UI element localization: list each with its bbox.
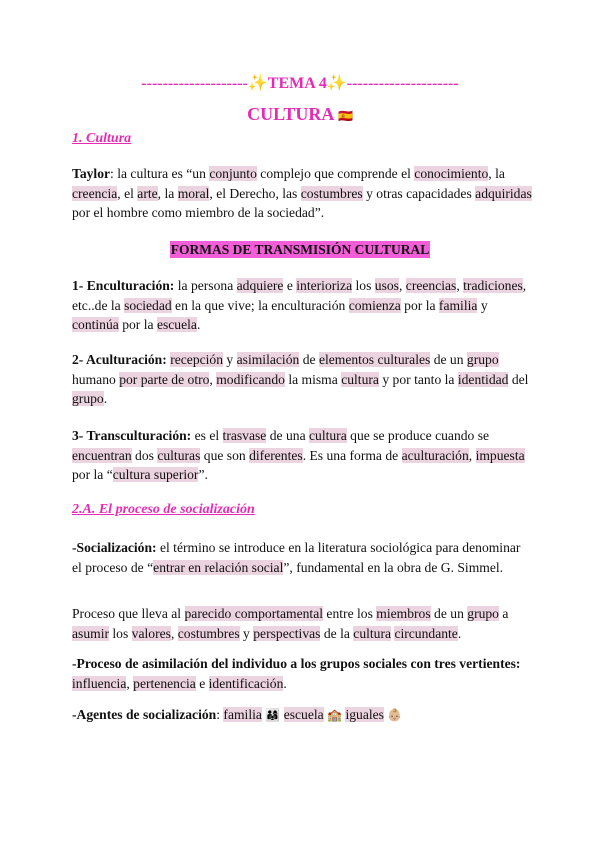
text-run: , el Derecho, las bbox=[209, 185, 301, 201]
highlighted-term: interioriza bbox=[296, 278, 353, 293]
highlighted-term: costumbres bbox=[300, 185, 363, 201]
highlighted-term: adquiridas bbox=[475, 185, 532, 201]
rich-text bbox=[72, 676, 287, 691]
text-run: que se produce cuando se bbox=[346, 428, 490, 443]
text-run: y por tanto la bbox=[378, 371, 458, 387]
highlighted-term: parecido comportamental bbox=[184, 606, 324, 621]
rich-text bbox=[72, 606, 508, 641]
text-run: por la “ bbox=[72, 467, 113, 482]
paragraph-taylor bbox=[72, 164, 532, 223]
text-run: a bbox=[498, 606, 509, 621]
title-tema: --------------------✨TEMA 4✨--------------------- bbox=[141, 75, 459, 92]
highlighted-term: grupo bbox=[72, 391, 104, 406]
paragraph-socializacion bbox=[72, 538, 532, 577]
text-run: Proceso que lleva al bbox=[72, 606, 185, 621]
paragraph-proceso bbox=[72, 604, 532, 643]
paragraph-aculturacion bbox=[72, 350, 532, 409]
text-run: del bbox=[508, 371, 529, 387]
highlighted-term: comienza bbox=[348, 297, 401, 313]
paragraph-enculturacion bbox=[72, 276, 532, 335]
text-run: el término se introduce en la literatura sociológica para denominar el proceso de “ bbox=[72, 540, 521, 575]
highlighted-term: recepción bbox=[170, 352, 224, 367]
highlighted-term: grupo bbox=[466, 352, 499, 367]
label-aculturacion: 2- Aculturación: bbox=[72, 352, 167, 367]
highlighted-term: pertenencia bbox=[133, 675, 196, 691]
text-run: . bbox=[457, 625, 462, 641]
text-run: que son bbox=[200, 447, 250, 463]
highlighted-term: elementos culturales bbox=[318, 352, 431, 367]
highlighted-term: arte bbox=[137, 185, 158, 201]
text-run: e bbox=[283, 278, 297, 293]
text-run: por la bbox=[118, 317, 157, 332]
label-socializacion: -Socialización: bbox=[72, 540, 157, 555]
highlighted-term: identificación bbox=[208, 675, 284, 691]
text-run: de un bbox=[430, 352, 467, 367]
highlighted-term: cultura bbox=[309, 428, 347, 443]
text-run: . bbox=[103, 391, 108, 406]
text-run: por el hombre como miembro de la sociedad”. bbox=[72, 205, 325, 220]
text-run: los bbox=[352, 278, 375, 293]
text-run: e bbox=[195, 675, 209, 691]
highlighted-term: adquiere bbox=[236, 278, 284, 293]
highlighted-term: encuentran bbox=[72, 447, 132, 463]
text-run: es el bbox=[191, 428, 223, 443]
text-run: humano bbox=[72, 371, 120, 387]
text-run: la misma bbox=[284, 371, 342, 387]
highlighted-term: conjunto bbox=[209, 166, 257, 181]
text-run: entre los bbox=[323, 606, 377, 621]
rich-text bbox=[72, 166, 532, 220]
text-run: , bbox=[456, 278, 464, 293]
paragraph-asimilacion bbox=[72, 654, 532, 693]
highlighted-term: asumir bbox=[72, 625, 109, 641]
baby-icon: 👶🏼 bbox=[387, 708, 403, 722]
highlighted-term: escuela bbox=[156, 317, 197, 332]
text-run: en la que vive; la enculturación bbox=[171, 297, 349, 313]
title-cultura bbox=[0, 103, 600, 127]
highlighted-term: miembros bbox=[376, 606, 431, 621]
highlighted-term: impuesta bbox=[475, 447, 525, 463]
text-run: , la bbox=[157, 185, 178, 201]
text-run: de una bbox=[266, 428, 309, 443]
highlighted-term: aculturación bbox=[401, 447, 469, 463]
highlighted-term: usos bbox=[374, 278, 399, 293]
highlighted-term: trasvase bbox=[222, 428, 267, 443]
highlighted-term: creencia bbox=[72, 185, 118, 201]
text-run: complejo que comprende el bbox=[256, 166, 415, 181]
agent-familia: familia bbox=[223, 707, 262, 722]
paragraph-transculturacion bbox=[72, 426, 532, 485]
formas-transmision-title: FORMAS DE TRANSMISIÓN CULTURAL bbox=[170, 242, 430, 257]
text-run: . bbox=[196, 317, 201, 332]
text-run: , bbox=[209, 371, 217, 387]
highlighted-term: familia bbox=[438, 297, 478, 313]
label-agentes: -Agentes de socialización bbox=[72, 707, 217, 722]
highlighted-term: identidad bbox=[457, 371, 509, 387]
formas-transmision-heading bbox=[0, 240, 600, 259]
highlighted-term: moral bbox=[177, 185, 210, 201]
highlighted-term: perspectivas bbox=[253, 625, 321, 641]
highlighted-term: entrar en relación social bbox=[153, 559, 284, 575]
text-run: y bbox=[223, 352, 237, 367]
text-run: . bbox=[283, 675, 287, 691]
spain-flag-icon: 🇪🇸 bbox=[337, 109, 353, 123]
highlighted-term: valores bbox=[131, 625, 171, 641]
text-run: y bbox=[239, 625, 254, 641]
section-heading-cultura: 1. Cultura bbox=[72, 131, 132, 146]
highlighted-term: por parte de otro bbox=[119, 371, 210, 387]
text-run: , bbox=[468, 447, 476, 463]
highlighted-term: culturas bbox=[157, 447, 201, 463]
text-run: y bbox=[477, 297, 488, 313]
highlighted-term: tradiciones bbox=[463, 278, 523, 293]
highlighted-term: cultura bbox=[341, 371, 379, 387]
text-run: : la cultura es “un bbox=[110, 166, 210, 181]
highlighted-term: costumbres bbox=[177, 625, 240, 641]
text-run: . Es una forma de bbox=[302, 447, 402, 463]
text-run: de bbox=[299, 352, 319, 367]
label-taylor: Taylor bbox=[72, 166, 111, 181]
school-icon: 🏫 bbox=[327, 708, 343, 722]
label-transculturacion: 3- Transculturación: bbox=[72, 428, 192, 443]
family-icon: 👨‍👩‍👧 bbox=[265, 708, 281, 722]
highlighted-term: circundante bbox=[394, 625, 458, 641]
text-run: ”, fundamental en la obra de G. Simmel. bbox=[283, 559, 504, 575]
text-run: , etc..de la bbox=[72, 278, 527, 313]
highlighted-term: diferentes bbox=[249, 447, 303, 463]
label-enculturacion: 1- Enculturación: bbox=[72, 278, 175, 293]
highlighted-term: modificando bbox=[216, 371, 285, 387]
text-run: , la bbox=[488, 166, 505, 181]
paragraph-agentes bbox=[72, 705, 532, 726]
agent-escuela: escuela bbox=[283, 707, 324, 722]
highlighted-term: influencia bbox=[72, 675, 127, 691]
highlighted-term: creencias bbox=[405, 278, 457, 293]
agentes-colon: : bbox=[216, 707, 221, 722]
highlighted-term: cultura bbox=[353, 625, 392, 641]
text-run: los bbox=[109, 625, 132, 641]
title-cultura-text: CULTURA bbox=[247, 104, 334, 124]
text-run: dos bbox=[131, 447, 158, 463]
text-run: y otras capacidades bbox=[362, 185, 476, 201]
label-asimilacion: -Proceso de asimilación del individuo a los grupos sociales con tres vertientes: bbox=[72, 656, 521, 671]
text-run: ”. bbox=[198, 467, 208, 482]
text-run: , el bbox=[117, 185, 138, 201]
highlighted-term: cultura superior bbox=[112, 467, 199, 482]
text-run: de un bbox=[430, 606, 468, 621]
text-run: , bbox=[126, 675, 134, 691]
text-run: , bbox=[398, 278, 406, 293]
text-run: la persona bbox=[174, 278, 237, 293]
text-run: por la bbox=[400, 297, 439, 313]
agent-iguales: iguales bbox=[345, 707, 384, 722]
highlighted-term: continúa bbox=[72, 317, 119, 332]
highlighted-term: asimilación bbox=[236, 352, 300, 367]
text-run: de la bbox=[320, 625, 354, 641]
section-heading-socializacion: 2.A. El proceso de socialización bbox=[72, 502, 255, 517]
highlighted-term: conocimiento bbox=[414, 166, 489, 181]
highlighted-term: sociedad bbox=[124, 297, 172, 313]
highlighted-term: grupo bbox=[467, 606, 499, 621]
text-run: , bbox=[170, 625, 178, 641]
